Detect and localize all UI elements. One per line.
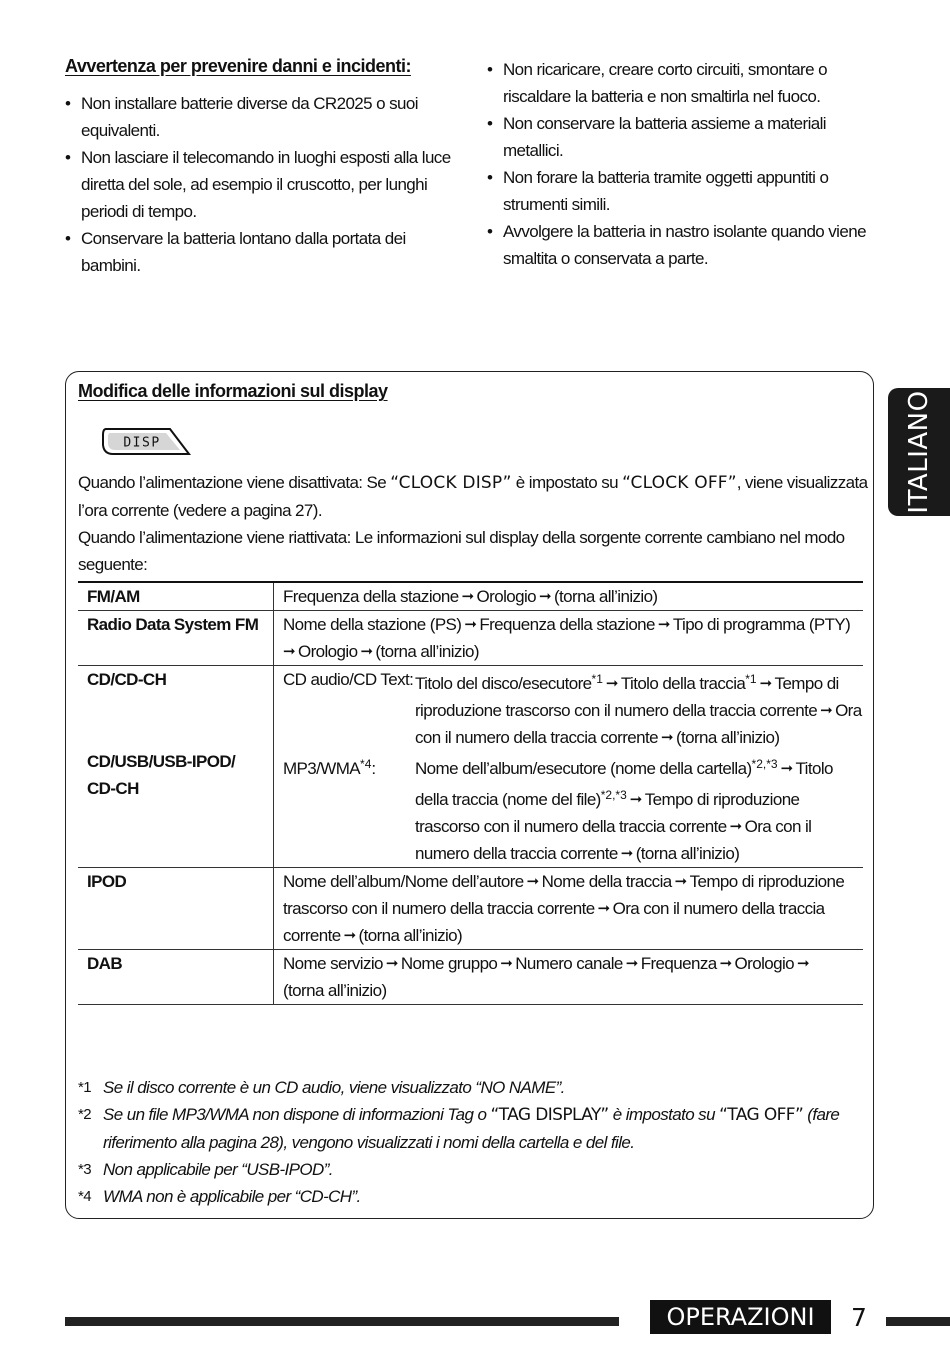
footnote: *1 Se il disco corrente è un CD audio, viene visualizzato “NO NAME”. <box>78 1078 565 1097</box>
paragraph-power-off: Quando l’alimentazione viene disattivata: Se “CLOCK DISP” è impostato su “CLOCK OFF”, viene visualizzata l’ora corrente (vedere a pagina 27). <box>78 473 868 520</box>
footnote: *2 Se un file MP3/WMA non dispone di informazioni Tag o “TAG DISPLAY” è impostato su “TAG OFF” (fare riferimento alla pagina 28), vengono visualizzati i nomi della cartella e del file. <box>78 1105 840 1152</box>
table-row <box>78 666 863 868</box>
footer-bar-left <box>65 1317 619 1326</box>
source-cell <box>78 666 274 868</box>
section-title: Modifica delle informazioni sul display <box>78 381 388 401</box>
sequence-cell: Nome servizio ➞ Nome gruppo ➞ Numero canale ➞ Frequenza ➞ Orologio ➞ (torna all’inizio) <box>283 954 809 1000</box>
table-row <box>78 868 863 950</box>
list-item: • Avvolgere la batteria in nastro isolante quando viene smaltita o conservata a parte. <box>487 218 882 272</box>
table-row <box>78 611 863 666</box>
list-item: • Non forare la batteria tramite oggetti appuntiti o strumenti simili. <box>487 164 882 218</box>
footer-bar-right <box>886 1317 950 1326</box>
table-row <box>78 950 863 1005</box>
warning-list-left <box>65 90 460 279</box>
disp-button-label: DISP <box>123 435 161 451</box>
source-cell: FM/AM <box>78 582 274 611</box>
cd-text-label: CD audio/CD Text: <box>283 670 414 689</box>
language-tab-label: ITALIANO <box>904 390 934 514</box>
source-cd-ch: CD/CD-CH <box>87 670 167 689</box>
table-row <box>78 582 863 611</box>
source-cell: IPOD <box>78 868 274 950</box>
paragraph-power-on: Quando l’alimentazione viene riattivata: Le informazioni sul display della sorgente corrente cambiano nel modo seguente: <box>78 528 845 574</box>
source-cell: DAB <box>78 950 274 1005</box>
footer-section-label: OPERAZIONI <box>650 1300 831 1334</box>
source-cell: Radio Data System FM <box>78 611 274 666</box>
sequence-cell <box>274 666 864 868</box>
mp3-wma-sequence: Nome dell’album/esecutore (nome della cartella)$^{*2,*3}$ ➞ Titolo della traccia (nome del file)$^{*2,*3}$ ➞ Tempo di riproduzione trascorso con il numero della traccia corrente ➞ Ora con il numero della traccia corrente ➞ (torna all’inizio) <box>415 757 833 863</box>
list-item: • Conservare la batteria lontano dalla portata dei bambini. <box>65 225 460 279</box>
sequence-cell: Frequenza della stazione ➞ Orologio ➞ (torna all’inizio) <box>283 587 658 606</box>
sequence-cell: Nome della stazione (PS) ➞ Frequenza della stazione ➞ Tipo di programma (PTY) ➞ Orologio ➞ (torna all’inizio) <box>283 615 851 661</box>
footnote: *3 Non applicabile per “USB-IPOD”. <box>78 1160 333 1179</box>
sequence-cell: Nome dell’album/Nome dell’autore ➞ Nome della traccia ➞ Tempo di riproduzione trascorso con il numero della traccia corrente ➞ Ora con il numero della traccia corrente ➞ (torna all’inizio) <box>283 872 845 945</box>
language-tab <box>888 388 950 516</box>
footnote: *4 WMA non è applicabile per “CD-CH”. <box>78 1187 361 1206</box>
list-item: • Non installare batterie diverse da CR2025 o suoi equivalenti. <box>65 90 460 144</box>
list-item: • Non ricaricare, creare corto circuiti, smontare o riscaldare la batteria e non smaltirla nel fuoco. <box>487 56 882 110</box>
warning-title: Avvertenza per prevenire danni e incidenti: <box>65 56 411 76</box>
warning-list-right <box>487 56 882 272</box>
source-cd-usb: CD/USB/USB-IPOD/ CD-CH <box>87 752 236 798</box>
disp-button-icon <box>100 427 192 457</box>
page-number: 7 <box>851 1302 867 1332</box>
cd-text-sequence: Titolo del disco/esecutore$^{*1}$ ➞ Titolo della traccia$^{*1}$ ➞ Tempo di riproduzione trascorso con il numero della traccia corrente ➞ Ora con il numero della traccia corrente ➞ (torna all’inizio) <box>415 672 862 747</box>
list-item: • Non conservare la batteria assieme a materiali metallici. <box>487 110 882 164</box>
mp3-wma-label: MP3/WMA$^{*4}$: <box>283 757 376 778</box>
list-item: • Non lasciare il telecomando in luoghi esposti alla luce diretta del sole, ad esempio il cruscotto, per lunghi periodi di tempo. <box>65 144 460 225</box>
footnotes <box>78 1074 868 1210</box>
display-sequence-table <box>78 581 863 1005</box>
